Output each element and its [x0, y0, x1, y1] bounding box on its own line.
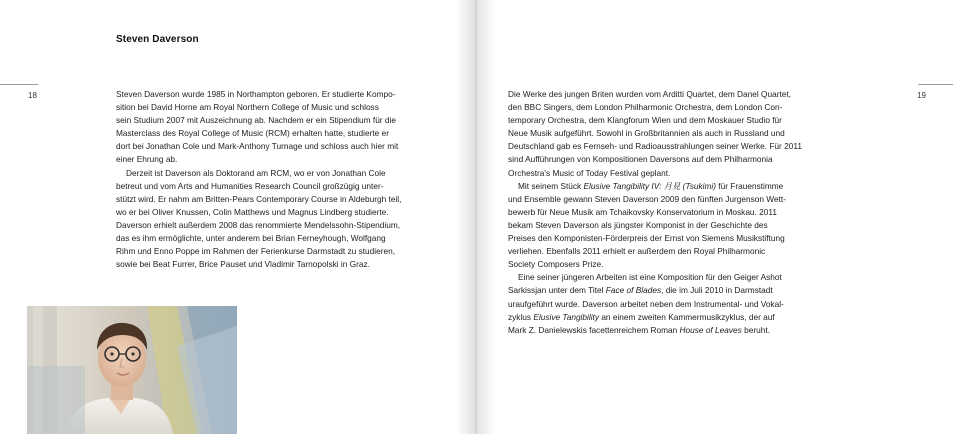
- text-line: stützt wird. Er nahm am Britten-Pears Contemporary Course in Aldeburgh teil,: [116, 193, 402, 204]
- text-line: dort bei Jonathan Cole und Mark-Anthony Turnage und schloss auch hier mit: [116, 141, 399, 152]
- text-line: sein Studium 2007 mit Auszeichnung ab. Nachdem er ein Stipendium für die: [116, 115, 396, 126]
- text-line: Preises den Komponisten-Förderpreis der Ernst von Siemens Musikstiftung: [508, 233, 785, 244]
- text-line: Society Composers Prize.: [508, 259, 604, 270]
- text-segment: zyklus: [508, 311, 534, 322]
- paragraph-2: [116, 167, 446, 272]
- work-title: Elusive Tangibility IV: 月見 (Tsukimi): [583, 180, 716, 191]
- text-line: Deutschland gab es Fernseh- und Radioausstrahlungen seiner Werke. Für 2011: [508, 141, 802, 152]
- text-line: temporary Orchestra, dem Klangforum Wien und dem Moskauer Studio für: [508, 115, 782, 126]
- paragraph-1: [116, 88, 446, 167]
- paragraph-4: [508, 180, 844, 272]
- text-segment: an einem zweiten Kammermusikzyklus, der auf: [599, 311, 775, 322]
- text-line: und Ensemble gewann Steven Daverson 2009 den fünften Jurgenson Wett-: [508, 193, 786, 204]
- text-line: bewerb für Neue Musik am Tchaikovsky Konservatorium in Moskau. 2011: [508, 206, 777, 217]
- work-title: Elusive Tangibility: [533, 311, 600, 322]
- text-segment: beruht.: [741, 324, 770, 335]
- page-number-left: 18: [28, 91, 37, 100]
- text-segment: für Frauenstimme: [715, 180, 784, 191]
- book-title: House of Leaves: [679, 324, 742, 335]
- text-line: uraufgeführt wurde. Daverson arbeitet neben dem Instrumental- und Vokal-: [508, 298, 784, 309]
- text-line: Steven Daverson wurde 1985 in Northampton geboren. Er studierte Kompo-: [116, 89, 396, 99]
- text-line: einer Ehrung ab.: [116, 154, 178, 165]
- text-line: Eine seiner jüngeren Arbeiten ist eine Komposition für den Geiger Ashot: [518, 272, 782, 283]
- text-line: verliehen. Ebenfalls 2011 erhielt er außerdem den Royal Philharmonic: [508, 246, 766, 257]
- page-title: Steven Daverson: [116, 34, 199, 45]
- text-segment: Mit seinem Stück: [518, 180, 584, 191]
- text-line: sowie bei Beat Furrer, Brice Pauset und Vladimir Tarnopolski in Graz.: [116, 259, 370, 270]
- work-title: Face of Blades: [605, 285, 662, 296]
- text-segment: Sarkissjan unter dem Titel: [508, 285, 606, 296]
- book-gutter: [456, 0, 496, 434]
- portrait-photo: [27, 306, 237, 434]
- right-margin-rule: [918, 84, 953, 85]
- right-body-text: [508, 88, 844, 337]
- text-line: sind Aufführungen von Kompositionen Daversons auf dem Philharmonia: [508, 154, 773, 165]
- left-margin-rule: [0, 84, 38, 85]
- text-line: Rihm und Enno Poppe im Rahmen der Ferienkurse Darmstadt zu studieren,: [116, 246, 396, 257]
- paragraph-5: [508, 271, 844, 336]
- text-line: betreut und vom Arts and Humanities Research Council großzügig unter-: [116, 180, 384, 191]
- text-line: den BBC Singers, dem London Philharmonic Orchestra, dem London Con-: [508, 102, 783, 113]
- left-body-text: [116, 88, 446, 271]
- text-line: bekam Steven Daverson als jüngster Komponist in der Geschichte des: [508, 219, 768, 230]
- text-line: Die Werke des jungen Briten wurden vom Arditti Quartet, dem Danel Quartet,: [508, 89, 791, 99]
- text-line: Neue Musik aufgeführt. Sowohl in Großbritannien als auch in Russland und: [508, 128, 785, 139]
- text-line: Orchestra's Music of Today Festival geplant.: [508, 167, 671, 178]
- text-segment: Mark Z. Danielewskis facettenreichem Roman: [508, 324, 680, 335]
- text-line: wo er bei Oliver Knussen, Colin Matthews und Magnus Lindberg studierte.: [116, 206, 389, 217]
- text-line: Derzeit ist Daverson als Doktorand am RCM, wo er von Jonathan Cole: [126, 167, 386, 178]
- text-segment: , die im Juli 2010 in Darmstadt: [661, 285, 773, 296]
- text-line: Masterclass des Royal College of Music (RCM) erhalten hatte, studierte er: [116, 128, 389, 139]
- text-line: sition bei David Horne am Royal Northern College of Music und schloss: [116, 102, 379, 113]
- paragraph-3: [508, 88, 844, 180]
- text-line: das es ihm ermöglichte, unter anderem bei Brian Ferneyhough, Wolfgang: [116, 233, 386, 244]
- text-line: Daverson erhielt außerdem 2008 das renommierte Mendelssohn-Stipendium,: [116, 219, 401, 230]
- page-number-right: 19: [917, 91, 926, 100]
